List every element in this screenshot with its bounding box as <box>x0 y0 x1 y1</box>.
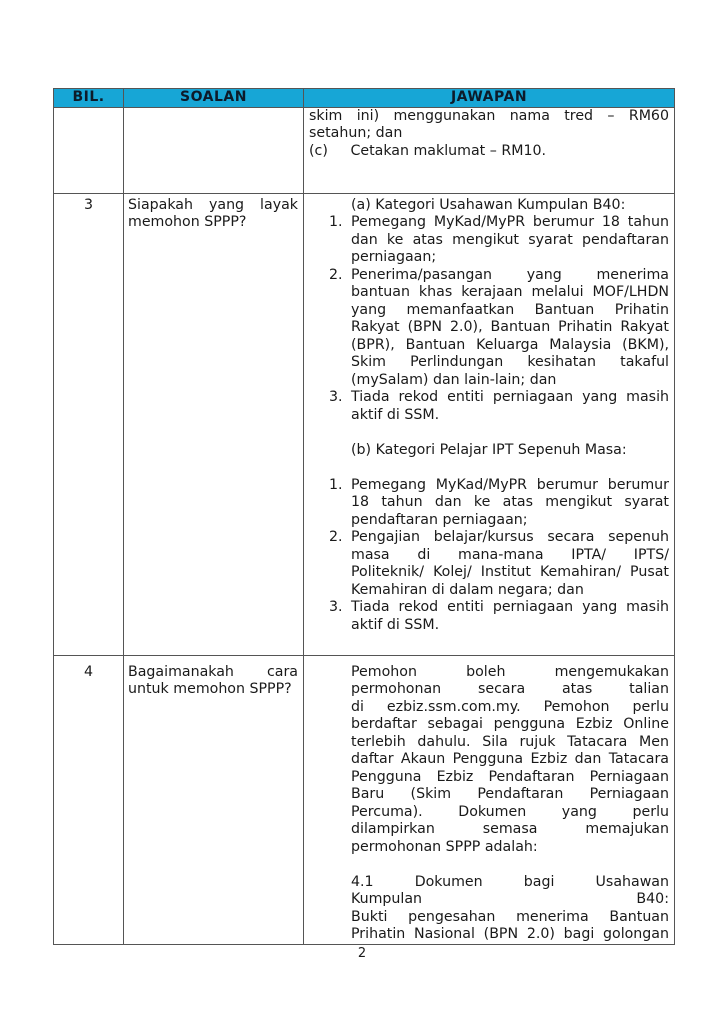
list-item <box>309 529 669 599</box>
list-item <box>309 477 669 530</box>
list-line: Tiada rekod entiti perniagaan yang masih <box>351 599 669 615</box>
list-line: Tiada rekod entiti perniagaan yang masih <box>351 389 669 405</box>
answer-cell <box>304 193 675 655</box>
list-line: Pemegang MyKad/MyPR berumur 18 tahun <box>351 214 669 230</box>
category-a-list <box>309 214 669 424</box>
answer-line: dilampirkan semasa memajukan <box>351 821 669 837</box>
answer-line: daftar Akaun Pengguna Ezbiz dan Tatacara <box>351 751 669 767</box>
list-line: 18 tahun dan ke atas mengikut syarat <box>351 494 669 510</box>
answer-line: terlebih dahulu. Sila rujuk Tatacara Men <box>351 733 669 750</box>
table-row-continued <box>54 107 675 193</box>
question-line: Bagaimanakah cara <box>128 663 298 680</box>
row-number: 3 <box>54 193 124 655</box>
answer-line: permohonan SPPP adalah: <box>351 838 538 855</box>
cell-num-empty <box>54 107 124 193</box>
list-number: 3. <box>329 599 343 615</box>
question-cell <box>124 655 304 944</box>
list-number: 2. <box>329 529 343 545</box>
list-line: Penerima/pasangan yang menerima <box>351 266 669 283</box>
header-bil: BIL. <box>54 89 124 108</box>
list-number: 1. <box>329 214 343 230</box>
list-number: 2. <box>329 266 343 283</box>
answer-cell <box>304 655 675 944</box>
question-line: Siapakah yang layak <box>128 196 298 213</box>
answer-line: di ezbiz.ssm.com.my. Pemohon perlu <box>351 698 669 715</box>
list-line: Pengajian belajar/kursus secara sepenuh <box>351 529 669 545</box>
list-line: Pemegang MyKad/MyPR berumur berumur <box>351 476 669 493</box>
list-line: masa di mana-mana IPTA/ IPTS/ <box>351 546 669 563</box>
list-line: Rakyat (BPN 2.0), Bantuan Prihatin Rakyat <box>351 319 669 335</box>
table-row-4 <box>54 655 675 944</box>
list-number: 1. <box>329 476 343 493</box>
list-line: dan ke atas mengikut syarat pendaftaran <box>351 231 669 248</box>
list-item <box>309 214 669 267</box>
question-line: memohon SPPP? <box>128 214 247 230</box>
list-line: bantuan khas kerajaan melalui MOF/LHDN <box>351 284 669 300</box>
answer-line-c <box>309 143 669 161</box>
answer-line: Percuma). Dokumen yang perlu <box>351 803 669 820</box>
cell-answer-continued <box>304 107 675 193</box>
list-line: yang memanfaatkan Bantuan Prihatin <box>351 301 669 318</box>
category-b-heading: (b) Kategori Pelajar IPT Sepenuh Masa: <box>351 441 627 458</box>
table-header-row <box>54 89 675 108</box>
list-line: (mySalam) dan lain-lain; dan <box>351 371 557 388</box>
answer-line: permohonan secara atas talian <box>351 681 669 697</box>
cell-question-empty <box>124 107 304 193</box>
list-item <box>309 599 669 634</box>
header-soalan: SOALAN <box>124 89 304 108</box>
answer-line: setahun; dan <box>309 125 403 141</box>
list-line: perniagaan; <box>351 249 437 265</box>
list-item <box>309 389 669 424</box>
list-line: pendaftaran perniagaan; <box>351 511 528 528</box>
answer-line: Kumpulan B40: <box>351 891 669 907</box>
list-line: Skim Perlindungan kesihatan takaful <box>351 354 669 370</box>
question-line: untuk memohon SPPP? <box>128 681 292 697</box>
answer-line: berdaftar sebagai pengguna Ezbiz Online <box>351 716 669 732</box>
list-line: aktif di SSM. <box>351 406 440 423</box>
answer-line: Prihatin Nasional (BPN 2.0) bagi golongan <box>351 926 669 942</box>
answer-line: Pengguna Ezbiz Pendaftaran Perniagaan <box>351 768 669 785</box>
answer-line: Bukti pengesahan menerima Bantuan <box>351 908 669 925</box>
list-line: (BPR), Bantuan Keluarga Malaysia (BKM), <box>351 336 669 353</box>
row-number: 4 <box>54 655 124 944</box>
list-line: Politeknik/ Kolej/ Institut Kemahiran/ Pusat <box>351 564 669 580</box>
answer-line: skim ini) menggunakan nama tred – RM60 <box>309 107 669 124</box>
table-row-3 <box>54 193 675 655</box>
list-item <box>309 267 669 390</box>
faq-table <box>53 88 675 945</box>
header-jawapan: JAWAPAN <box>304 89 675 108</box>
document-section <box>309 874 669 944</box>
page-number: 2 <box>357 946 367 961</box>
answer-paragraph <box>309 664 669 839</box>
category-b-list <box>309 477 669 635</box>
answer-line: Baru (Skim Pendaftaran Perniagaan <box>351 786 669 802</box>
question-cell <box>124 193 304 655</box>
item-label-c: (c) <box>309 142 328 159</box>
category-a-heading: (a) Kategori Usahawan Kumpulan B40: <box>351 196 626 213</box>
list-line: Kemahiran di dalam negara; dan <box>351 581 584 598</box>
list-line: aktif di SSM. <box>351 616 440 633</box>
list-number: 3. <box>329 389 343 405</box>
answer-line: 4.1 Dokumen bagi Usahawan <box>351 873 669 890</box>
answer-line: Pemohon boleh mengemukakan <box>351 663 669 680</box>
item-text-c: Cetakan maklumat – RM10. <box>350 142 547 159</box>
